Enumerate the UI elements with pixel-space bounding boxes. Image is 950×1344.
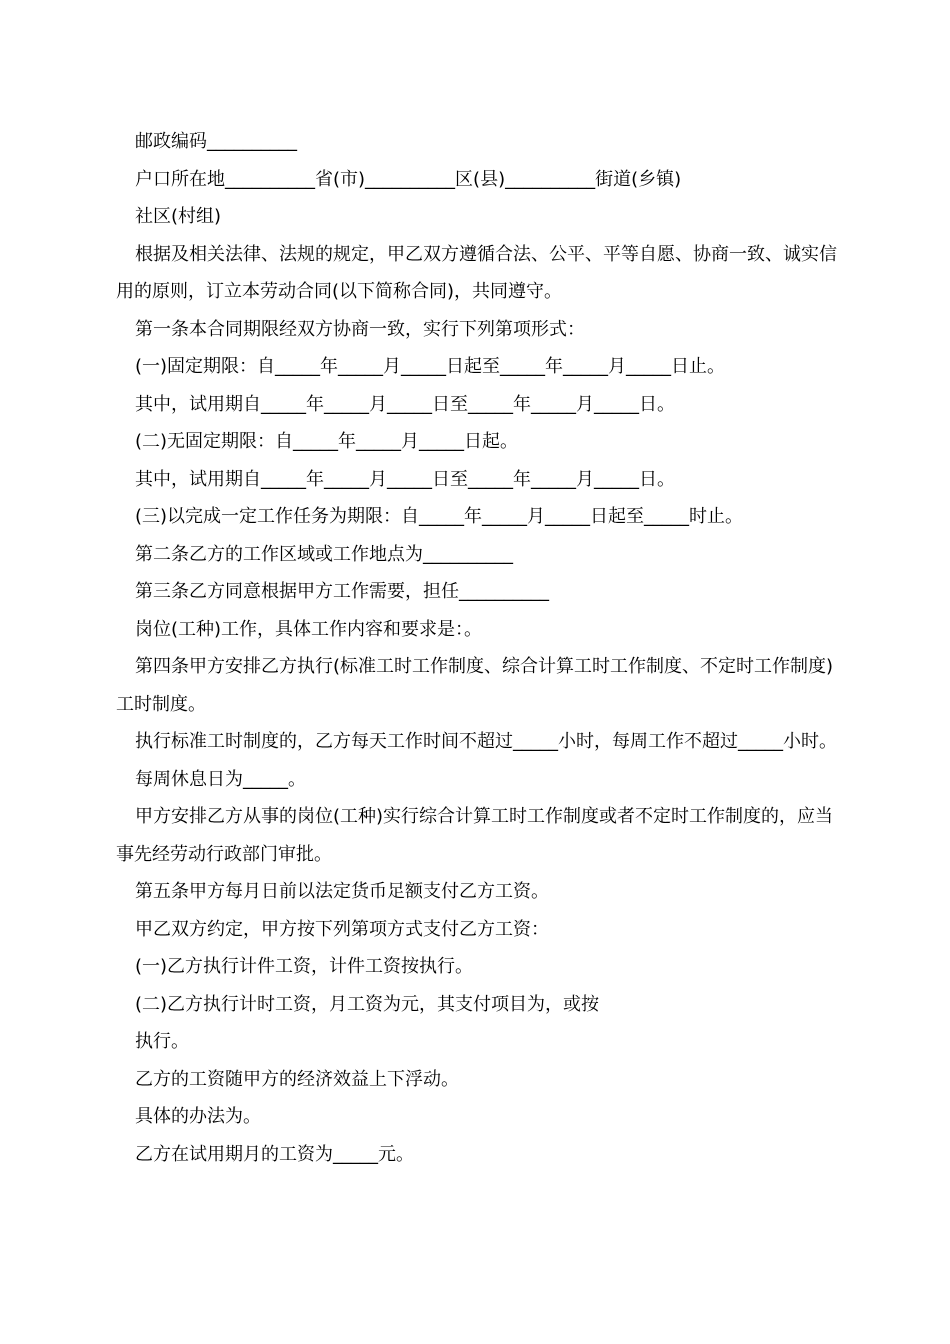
- paragraph-household-location: 户口所在地__________省(市)__________区(县)__________街道(乡镇): [135, 168, 682, 190]
- paragraph-wage-method: 甲乙双方约定，甲方按下列第项方式支付乙方工资：: [135, 918, 549, 940]
- paragraph-open-term: (二)无固定期限：自_____年_____月_____日起。: [135, 431, 519, 452]
- paragraph-wage-float: 乙方的工资随甲方的经济效益上下浮动。: [135, 1068, 459, 1090]
- paragraph-community: 社区(村组): [135, 206, 222, 227]
- paragraph-execute: 执行。: [135, 1031, 189, 1052]
- paragraph-article-1: 第一条本合同期限经双方协商一致，实行下列第项形式：: [135, 318, 585, 340]
- paragraph-job-content: 岗位(工种)工作，具体工作内容和要求是：。: [135, 618, 483, 640]
- paragraph-special-hours: 甲方安排乙方从事的岗位(工种)实行综合计算工时工作制度或者不定时工作制度的，应当事先经劳动行政部门审批。: [116, 806, 834, 865]
- paragraph-article-2: 第二条乙方的工作区域或工作地点为__________: [135, 543, 513, 565]
- paragraph-preamble: 根据及相关法律、法规的规定，甲乙双方遵循合法、公平、平等自愿、协商一致、诚实信用的原则，订立本劳动合同(以下简称合同)，共同遵守。: [116, 243, 837, 302]
- paragraph-standard-hours: 执行标准工时制度的，乙方每天工作时间不超过_____小时，每周工作不超过_____小时。: [135, 731, 837, 752]
- paragraph-time-wage: (二)乙方执行计时工资，月工资为元，其支付项目为，或按: [135, 993, 600, 1015]
- paragraph-weekly-rest: 每周休息日为_____。: [135, 768, 306, 790]
- paragraph-article-4: 第四条甲方安排乙方执行(标准工时工作制度、综合计算工时工作制度、不定时工作制度)工时制度。: [116, 656, 834, 715]
- paragraph-specific-method: 具体的办法为。: [135, 1106, 261, 1127]
- paragraph-probation-1: 其中，试用期自_____年_____月_____日至_____年_____月_____日。: [135, 393, 675, 415]
- paragraph-task-term: (三)以完成一定工作任务为期限：自_____年_____月_____日起至_____时止。: [135, 506, 744, 527]
- paragraph-article-3: 第三条乙方同意根据甲方工作需要，担任__________: [135, 581, 549, 602]
- paragraph-probation-wage: 乙方在试用期月的工资为_____元。: [135, 1143, 414, 1165]
- paragraph-postal-code: 邮政编码__________: [135, 131, 297, 152]
- paragraph-fixed-term: (一)固定期限：自_____年_____月_____日起至_____年_____月_____日止。: [135, 356, 726, 377]
- paragraph-probation-2: 其中，试用期自_____年_____月_____日至_____年_____月_____日。: [135, 468, 675, 490]
- paragraph-piece-wage: (一)乙方执行计件工资，计件工资按执行。: [135, 956, 474, 977]
- paragraph-article-5: 第五条甲方每月日前以法定货币足额支付乙方工资。: [135, 881, 549, 902]
- document-body: [116, 123, 838, 1173]
